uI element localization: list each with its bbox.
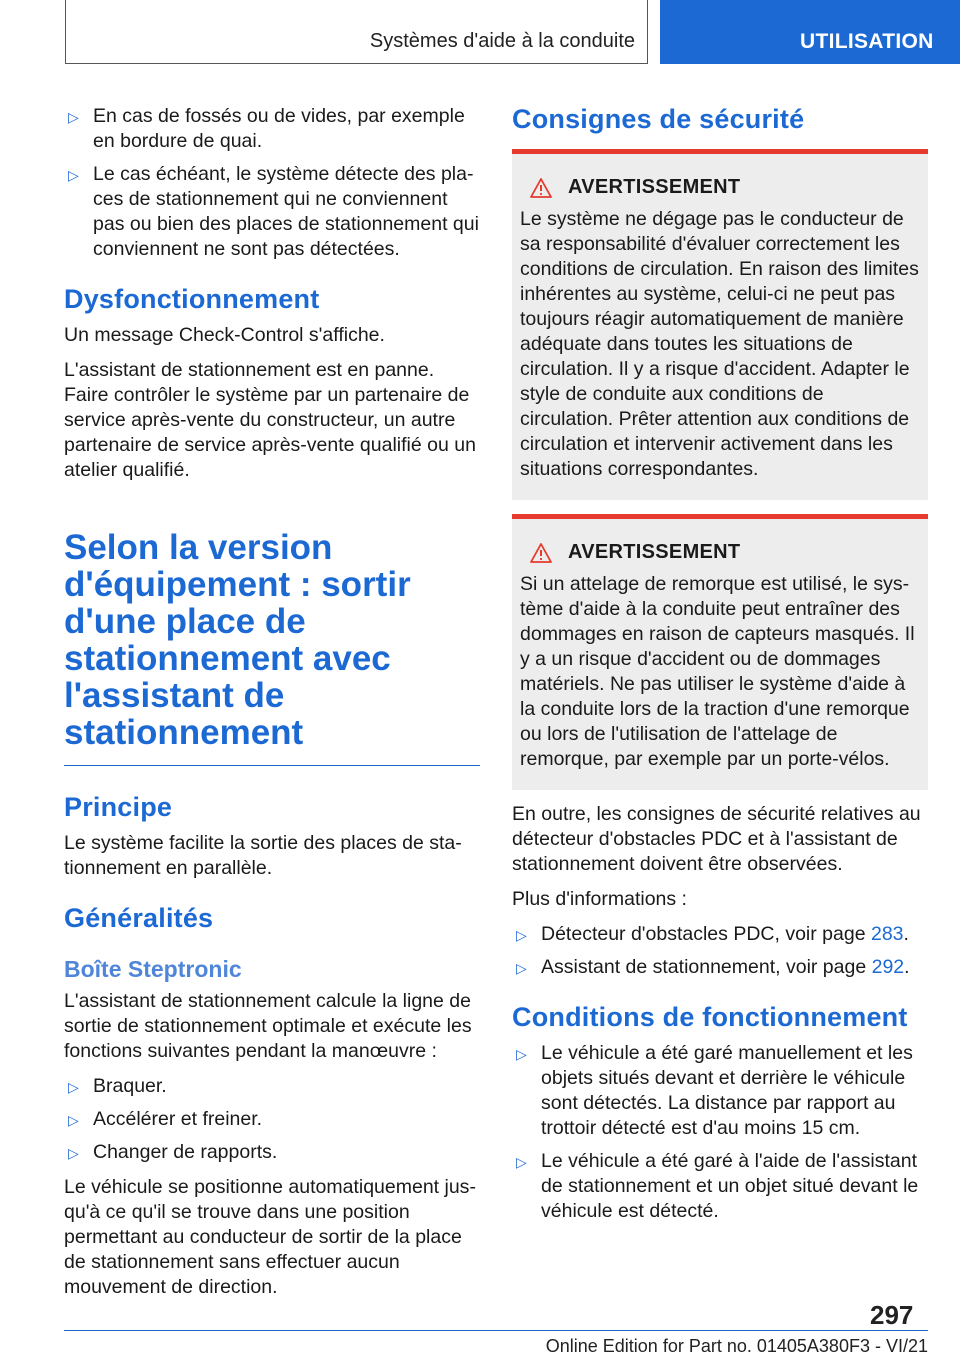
list-item: [64, 1107, 480, 1132]
list-item: [64, 1140, 480, 1165]
warning-header: [530, 176, 920, 199]
list-item: [512, 1149, 928, 1224]
header-chapter-tab[interactable]: [660, 0, 960, 64]
bullet-triangle-icon: ▷: [516, 1154, 527, 1170]
list-item-text: Changer de rapports.: [93, 1141, 278, 1163]
subheading-steptronic: Boîte Steptronic: [64, 956, 242, 982]
heading-principe: Principe: [64, 792, 173, 822]
list-item: [64, 1074, 480, 1099]
reference-end: .: [903, 923, 909, 945]
paragraph: Le véhicule se positionne automatiquement jusqu'à ce qu'il se trouve dans une position permettant au conducteur de sortir de la place de stationnement sans effectuer aucun mouvement de direction.: [64, 1176, 476, 1298]
list-item: [64, 104, 480, 154]
reference-end: .: [904, 956, 910, 978]
warning-text: Le système ne dégage pas le conducteur de sa responsabilité d'évaluer correctement les conditions de circulation. En raison des limites inhérentes au système, celui-ci ne peut pas toujours réagir automatiquement de manière adéquate dans toutes les situations de circulation. Il y a risque d'accident. Adapter le style de conduite aux conditions de circulation. Prêter attention aux conditions de circulation et intervenir activement dans les situations correspondantes.: [520, 208, 919, 480]
header-chapter-label: UTILISATION: [800, 30, 934, 53]
heading-consignes: Consignes de sécurité: [512, 104, 805, 134]
reference-text: Assistant de stationnement, voir page: [541, 956, 872, 978]
paragraph: Un message Check-Control s'affiche.: [64, 324, 385, 346]
reference-text: Détecteur d'obstacles PDC, voir page: [541, 923, 871, 945]
footer-edition: Online Edition for Part no. 01405A380F3 - VI/21: [545, 1336, 928, 1356]
list-item: [512, 1041, 928, 1141]
warning-text: Si un attelage de remorque est utilisé, le système d'aide à la conduite peut entraîner des dommages en raison de capteurs masqués. Il y a un risque d'accident ou de dommages matériels. Ne pas utiliser le système d'aide à la conduite lors de la traction d'une remorque ou lors de l'utilisation de l'attelage de remorque, par exemple par un porte-vélos.: [520, 573, 915, 770]
warning-box: [512, 149, 928, 500]
footer-rule: [64, 1330, 928, 1331]
bullet-triangle-icon: ▷: [68, 1079, 79, 1095]
warning-title: AVERTISSEMENT: [568, 541, 741, 563]
paragraph: L'assistant de stationnement calcule la ligne de sortie de stationnement optimale et exécute les fonctions suivantes pendant la manœuvre :: [64, 990, 472, 1062]
header-section-box: [65, 0, 648, 64]
heading-dysfonctionnement: Dysfonctionnement: [64, 284, 320, 314]
paragraph: L'assistant de stationnement est en panne. Faire contrôler le système par un partenaire de service après-vente du constructeur, un autre partenaire de service après-vente qualifié ou un atelier qualifié.: [64, 359, 476, 481]
list-item-text: Braquer.: [93, 1075, 167, 1097]
bullet-triangle-icon: ▷: [516, 927, 527, 943]
list-item-text: Le véhicule a été garé à l'aide de l'assistant de stationnement et un objet situé devant le véhicule est détecté.: [541, 1150, 919, 1222]
list-item: [512, 922, 928, 947]
intro-bullet-list: [64, 104, 480, 262]
list-item-text: Le véhicule a été garé manuellement et les objets situés devant et derrière le véhicule sont détectés. La distance par rapport au trottoir détecté est d'au moins 15 cm.: [541, 1042, 913, 1139]
warning-triangle-icon: [530, 543, 552, 563]
list-item-text: Accélérer et freiner.: [93, 1108, 263, 1130]
heading-rule: [64, 765, 480, 766]
bullet-triangle-icon: ▷: [68, 109, 79, 125]
bullet-triangle-icon: ▷: [68, 1145, 79, 1161]
list-item-text: En cas de fossés ou de vides, par exemple en bordure de quai.: [93, 105, 465, 152]
list-item: [512, 955, 928, 980]
bullet-triangle-icon: ▷: [68, 167, 79, 183]
page-link-292[interactable]: 292: [871, 956, 905, 978]
heading-generalites: Généralités: [64, 903, 214, 933]
paragraph: En outre, les consignes de sécurité relatives au détecteur d'obstacles PDC et à l'assistant de stationnement doivent être observées.: [512, 803, 921, 875]
warning-header: [530, 541, 920, 564]
warning-box: [512, 514, 928, 790]
header-section-title: Systèmes d'aide à la conduite: [369, 30, 635, 52]
list-item-text: Le cas échéant, le système détecte des places de stationnement qui ne conviennent pas ou bien des places de stationnement qui conviennent ne sont pas détectées.: [93, 163, 479, 260]
left-column: [64, 104, 480, 1310]
bullet-triangle-icon: ▷: [516, 960, 527, 976]
right-column: [512, 104, 928, 1234]
bullet-triangle-icon: ▷: [516, 1046, 527, 1062]
list-item: [64, 162, 480, 262]
warning-title: AVERTISSEMENT: [568, 176, 741, 198]
section-heading: Selon la version d'équipement : sortir d'une place de stationnement avec l'assistant de stationnement: [64, 528, 411, 752]
page-link-283[interactable]: 283: [870, 923, 904, 945]
page-number: 297: [870, 1300, 914, 1330]
heading-conditions: Conditions de fonctionnement: [512, 1002, 908, 1032]
functions-bullet-list: [64, 1074, 480, 1165]
conditions-bullet-list: [512, 1041, 928, 1224]
references-list: [512, 922, 928, 980]
warning-triangle-icon: [530, 178, 552, 198]
paragraph: Le système facilite la sortie des places de stationnement en parallèle.: [64, 832, 462, 879]
paragraph: Plus d'informations :: [512, 888, 687, 910]
bullet-triangle-icon: ▷: [68, 1112, 79, 1128]
